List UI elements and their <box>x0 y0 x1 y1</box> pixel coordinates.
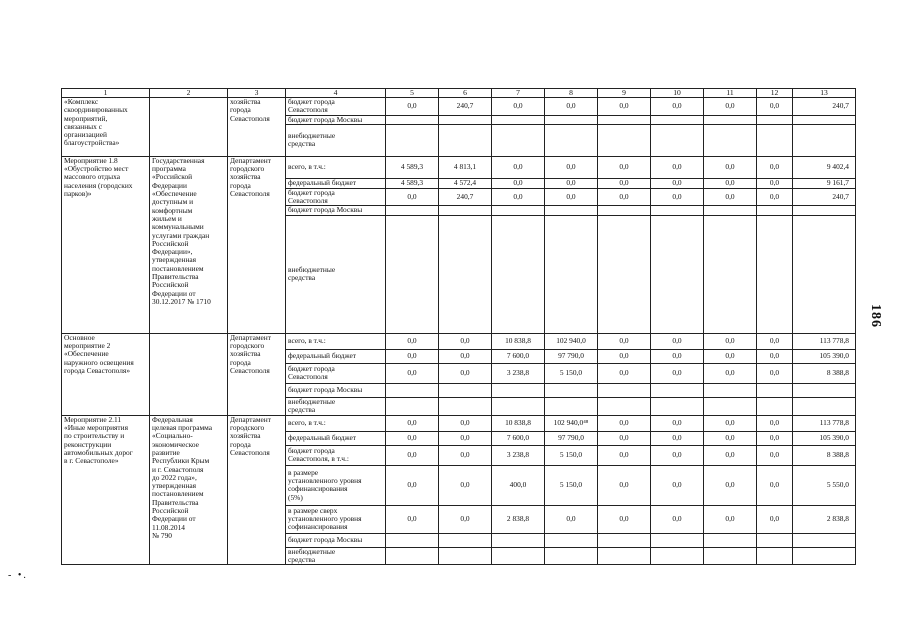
value-cell: 0,0 <box>757 349 793 363</box>
funding-source-cell: внебюджетные средства <box>286 397 386 415</box>
value-cell <box>598 206 651 215</box>
value-cell: 97 790,0 <box>545 431 598 445</box>
value-cell: 0,0 <box>386 465 439 505</box>
total-value-cell <box>793 533 856 547</box>
total-value-cell: 240,7 <box>793 188 856 206</box>
value-cell: 0,0 <box>704 431 757 445</box>
budget-table <box>61 88 856 565</box>
value-cell: 0,0 <box>598 465 651 505</box>
funding-source-cell: федеральный бюджет <box>286 349 386 363</box>
funding-source-cell: федеральный бюджет <box>286 431 386 445</box>
value-cell: 0,0 <box>598 505 651 533</box>
value-cell: 0,0 <box>598 415 651 431</box>
table-row <box>62 98 856 116</box>
value-cell <box>439 397 492 415</box>
value-cell: 10 838,8 <box>492 415 545 431</box>
value-cell: 0,0 <box>757 333 793 349</box>
funding-source-cell: бюджет города Севастополя, в т.ч.: <box>286 445 386 465</box>
value-cell: 0,0 <box>757 465 793 505</box>
column-number: 13 <box>793 89 856 98</box>
value-cell: 3 238,8 <box>492 363 545 383</box>
value-cell <box>757 383 793 397</box>
value-cell <box>598 115 651 124</box>
value-cell: 0,0 <box>598 188 651 206</box>
value-cell <box>757 547 793 565</box>
value-cell: 0,0 <box>598 349 651 363</box>
value-cell: 0,0 <box>492 156 545 178</box>
column-number: 4 <box>286 89 386 98</box>
total-value-cell <box>793 397 856 415</box>
value-cell: 0,0 <box>386 431 439 445</box>
value-cell <box>704 383 757 397</box>
value-cell <box>386 383 439 397</box>
value-cell: 0,0 <box>704 98 757 116</box>
value-cell: 0,0 <box>651 98 704 116</box>
program-basis-cell <box>150 333 228 415</box>
value-cell: 0,0 <box>492 98 545 116</box>
value-cell: 0,0 <box>545 98 598 116</box>
value-cell <box>651 115 704 124</box>
value-cell: 0,0 <box>651 349 704 363</box>
value-cell: 0,0 <box>757 98 793 116</box>
value-cell: 0,0 <box>386 349 439 363</box>
value-cell <box>651 397 704 415</box>
value-cell: 3 238,8 <box>492 445 545 465</box>
value-cell: 0,0 <box>545 505 598 533</box>
value-cell: 0,0 <box>386 333 439 349</box>
value-cell <box>704 397 757 415</box>
value-cell: 0,0 <box>704 156 757 178</box>
executor-cell: Департамент городского хозяйства города Севастополя <box>228 415 286 565</box>
value-cell <box>439 206 492 215</box>
total-value-cell: 105 390,0 <box>793 431 856 445</box>
total-value-cell <box>793 115 856 124</box>
value-cell: 0,0 <box>492 178 545 188</box>
executor-cell: Департамент городского хозяйства города Севастополя <box>228 156 286 333</box>
value-cell <box>545 206 598 215</box>
value-cell <box>598 533 651 547</box>
value-cell: 0,0 <box>704 333 757 349</box>
value-cell: 0,0 <box>545 178 598 188</box>
value-cell <box>492 397 545 415</box>
total-value-cell: 240,7 <box>793 98 856 116</box>
value-cell <box>704 547 757 565</box>
value-cell: 0,0 <box>704 178 757 188</box>
value-cell: 0,0 <box>386 505 439 533</box>
value-cell: 0,0 <box>598 333 651 349</box>
total-value-cell: 2 838,8 <box>793 505 856 533</box>
column-number: 2 <box>150 89 228 98</box>
value-cell <box>439 533 492 547</box>
value-cell: 0,0 <box>545 188 598 206</box>
value-cell: 0,0 <box>598 363 651 383</box>
value-cell: 0,0 <box>757 445 793 465</box>
measure-name-cell: Мероприятие 2.11 «Иные мероприятия по строительству и реконструкции автомобильных дорог в г. Севастополе» <box>62 415 150 565</box>
value-cell: 0,0 <box>651 188 704 206</box>
column-number: 7 <box>492 89 545 98</box>
value-cell <box>598 547 651 565</box>
value-cell <box>545 124 598 156</box>
value-cell <box>545 547 598 565</box>
value-cell: 7 600,0 <box>492 431 545 445</box>
value-cell: 5 150,0 <box>545 465 598 505</box>
value-cell: 0,0 <box>704 465 757 505</box>
value-cell: 0,0 <box>439 431 492 445</box>
value-cell <box>598 124 651 156</box>
value-cell: 240,7 <box>439 188 492 206</box>
funding-source-cell: внебюджетные средства <box>286 215 386 333</box>
value-cell: 0,0 <box>439 505 492 533</box>
value-cell <box>598 397 651 415</box>
value-cell: 0,0 <box>598 98 651 116</box>
value-cell: 0,0 <box>757 178 793 188</box>
value-cell: 0,0 <box>598 156 651 178</box>
funding-source-cell: бюджет города Москвы <box>286 383 386 397</box>
value-cell: 102 940,0 <box>545 333 598 349</box>
value-cell <box>386 547 439 565</box>
value-cell: 0,0 <box>757 363 793 383</box>
value-cell <box>545 383 598 397</box>
value-cell <box>439 383 492 397</box>
column-number: 5 <box>386 89 439 98</box>
value-cell: 4 589,3 <box>386 178 439 188</box>
column-number: 6 <box>439 89 492 98</box>
value-cell: 240,7 <box>439 98 492 116</box>
value-cell: 0,0 <box>651 363 704 383</box>
value-cell <box>439 215 492 333</box>
funding-source-cell: бюджет города Севастополя <box>286 188 386 206</box>
total-value-cell: 9 402,4 <box>793 156 856 178</box>
value-cell: 10 838,8 <box>492 333 545 349</box>
value-cell: 0,0 <box>439 363 492 383</box>
value-cell <box>386 115 439 124</box>
value-cell: 4 813,1 <box>439 156 492 178</box>
program-basis-cell <box>150 98 228 157</box>
value-cell: 0,0 <box>651 178 704 188</box>
value-cell: 0,0 <box>545 156 598 178</box>
value-cell: 0,0 <box>386 98 439 116</box>
program-basis-cell: Федеральная целевая программа «Социально- экономическое развитие Республики Крым и г. Севастополя до 2022 года», утвержденная постановлением Правительства Российской Федерации от 11.08.2014 № 790 <box>150 415 228 565</box>
value-cell: 4 572,4 <box>439 178 492 188</box>
funding-source-cell: в размере сверх установленного уровня софинансирования <box>286 505 386 533</box>
column-number: 8 <box>545 89 598 98</box>
value-cell <box>651 383 704 397</box>
executor-cell: хозяйства города Севастополя <box>228 98 286 157</box>
funding-source-cell: всего, в т.ч.: <box>286 333 386 349</box>
value-cell <box>492 383 545 397</box>
value-cell: 0,0 <box>757 505 793 533</box>
value-cell: 5 150,0 <box>545 445 598 465</box>
value-cell: 0,0 <box>439 349 492 363</box>
program-basis-cell: Государственная программа «Российской Федерации «Обеспечение доступным и комфортным жильем и коммунальными услугами граждан Российской Федерации», утвержденная постановлением Правительства Российской Федерации от 30.12.2017 № 1710 <box>150 156 228 333</box>
total-value-cell <box>793 547 856 565</box>
value-cell <box>757 533 793 547</box>
value-cell <box>545 115 598 124</box>
page-number: 186 <box>868 304 883 328</box>
value-cell: 0,0 <box>386 415 439 431</box>
value-cell: 7 600,0 <box>492 349 545 363</box>
total-value-cell: 5 550,0 <box>793 465 856 505</box>
value-cell <box>386 397 439 415</box>
value-cell: 0,0 <box>386 363 439 383</box>
value-cell <box>386 215 439 333</box>
value-cell: 0,0 <box>598 178 651 188</box>
value-cell <box>386 124 439 156</box>
table-row <box>62 156 856 178</box>
value-cell <box>492 206 545 215</box>
column-number: 12 <box>757 89 793 98</box>
funding-source-cell: бюджет города Севастополя <box>286 363 386 383</box>
total-value-cell: 113 778,8 <box>793 333 856 349</box>
funding-source-cell: в размере установленного уровня софинансирования (5%) <box>286 465 386 505</box>
value-cell: 0,0 <box>757 431 793 445</box>
value-cell <box>757 397 793 415</box>
value-cell <box>757 115 793 124</box>
value-cell: 0,0 <box>386 445 439 465</box>
value-cell: 0,0 <box>704 188 757 206</box>
total-value-cell <box>793 206 856 215</box>
funding-source-cell: внебюджетные средства <box>286 124 386 156</box>
value-cell <box>386 206 439 215</box>
table-body <box>62 89 856 565</box>
measure-name-cell: Основное мероприятие 2 «Обеспечение наружного освещения города Севастополя» <box>62 333 150 415</box>
value-cell: 0,0 <box>439 415 492 431</box>
total-value-cell: 105 390,0 <box>793 349 856 363</box>
column-number-row <box>62 89 856 98</box>
value-cell: 0,0 <box>651 415 704 431</box>
value-cell <box>598 215 651 333</box>
total-value-cell <box>793 383 856 397</box>
value-cell <box>704 215 757 333</box>
funding-source-cell: бюджет города Москвы <box>286 206 386 215</box>
total-value-cell <box>793 215 856 333</box>
value-cell <box>651 215 704 333</box>
value-cell <box>651 547 704 565</box>
value-cell <box>651 533 704 547</box>
value-cell <box>651 124 704 156</box>
value-cell <box>439 124 492 156</box>
value-cell <box>757 206 793 215</box>
value-cell: 0,0 <box>651 445 704 465</box>
value-cell <box>545 215 598 333</box>
value-cell <box>492 533 545 547</box>
funding-source-cell: всего, в т.ч.: <box>286 415 386 431</box>
value-cell: 0,0 <box>651 431 704 445</box>
value-cell: 102 940,0⁴⁸ <box>545 415 598 431</box>
value-cell <box>439 115 492 124</box>
total-value-cell: 113 778,8 <box>793 415 856 431</box>
value-cell: 0,0 <box>757 188 793 206</box>
measure-name-cell: «Комплекс скоординированных мероприятий, связанных с организацией благоустройства» <box>62 98 150 157</box>
funding-source-cell: бюджет города Севастополя <box>286 98 386 116</box>
value-cell: 5 150,0 <box>545 363 598 383</box>
value-cell <box>492 115 545 124</box>
value-cell: 0,0 <box>439 465 492 505</box>
executor-cell: Департамент городского хозяйства города Севастополя <box>228 333 286 415</box>
value-cell: 0,0 <box>704 445 757 465</box>
column-number: 1 <box>62 89 150 98</box>
value-cell: 2 838,8 <box>492 505 545 533</box>
value-cell: 0,0 <box>386 188 439 206</box>
column-number: 9 <box>598 89 651 98</box>
value-cell <box>757 124 793 156</box>
total-value-cell: 9 161,7 <box>793 178 856 188</box>
value-cell: 0,0 <box>651 156 704 178</box>
value-cell <box>651 206 704 215</box>
value-cell <box>545 397 598 415</box>
value-cell <box>704 206 757 215</box>
value-cell: 0,0 <box>704 415 757 431</box>
value-cell: 0,0 <box>651 505 704 533</box>
value-cell: 400,0 <box>492 465 545 505</box>
value-cell <box>704 115 757 124</box>
value-cell: 0,0 <box>492 188 545 206</box>
total-value-cell: 8 388,8 <box>793 363 856 383</box>
value-cell <box>545 533 598 547</box>
column-number: 3 <box>228 89 286 98</box>
funding-source-cell: всего, в т.ч.: <box>286 156 386 178</box>
value-cell: 0,0 <box>439 333 492 349</box>
value-cell <box>704 124 757 156</box>
funding-source-cell: бюджет города Москвы <box>286 115 386 124</box>
value-cell: 0,0 <box>704 363 757 383</box>
funding-source-cell: внебюджетные средства <box>286 547 386 565</box>
value-cell <box>492 124 545 156</box>
table-row <box>62 415 856 431</box>
value-cell: 4 589,3 <box>386 156 439 178</box>
measure-name-cell: Мероприятие 1.8 «Обустройство мест массового отдыха населения (городских парков)» <box>62 156 150 333</box>
total-value-cell <box>793 124 856 156</box>
table-row <box>62 333 856 349</box>
value-cell: 0,0 <box>651 333 704 349</box>
margin-mark: - •. <box>8 570 28 581</box>
funding-source-cell: бюджет города Москвы <box>286 533 386 547</box>
funding-source-cell: федеральный бюджет <box>286 178 386 188</box>
value-cell: 0,0 <box>704 349 757 363</box>
value-cell: 0,0 <box>651 465 704 505</box>
value-cell: 0,0 <box>757 156 793 178</box>
value-cell: 0,0 <box>757 415 793 431</box>
value-cell <box>757 215 793 333</box>
value-cell <box>704 533 757 547</box>
value-cell: 0,0 <box>598 431 651 445</box>
value-cell <box>386 533 439 547</box>
value-cell <box>598 383 651 397</box>
value-cell: 0,0 <box>439 445 492 465</box>
value-cell: 0,0 <box>598 445 651 465</box>
total-value-cell: 8 388,8 <box>793 445 856 465</box>
value-cell: 97 790,0 <box>545 349 598 363</box>
value-cell <box>492 547 545 565</box>
value-cell <box>439 547 492 565</box>
value-cell: 0,0 <box>704 505 757 533</box>
value-cell <box>492 215 545 333</box>
column-number: 10 <box>651 89 704 98</box>
column-number: 11 <box>704 89 757 98</box>
